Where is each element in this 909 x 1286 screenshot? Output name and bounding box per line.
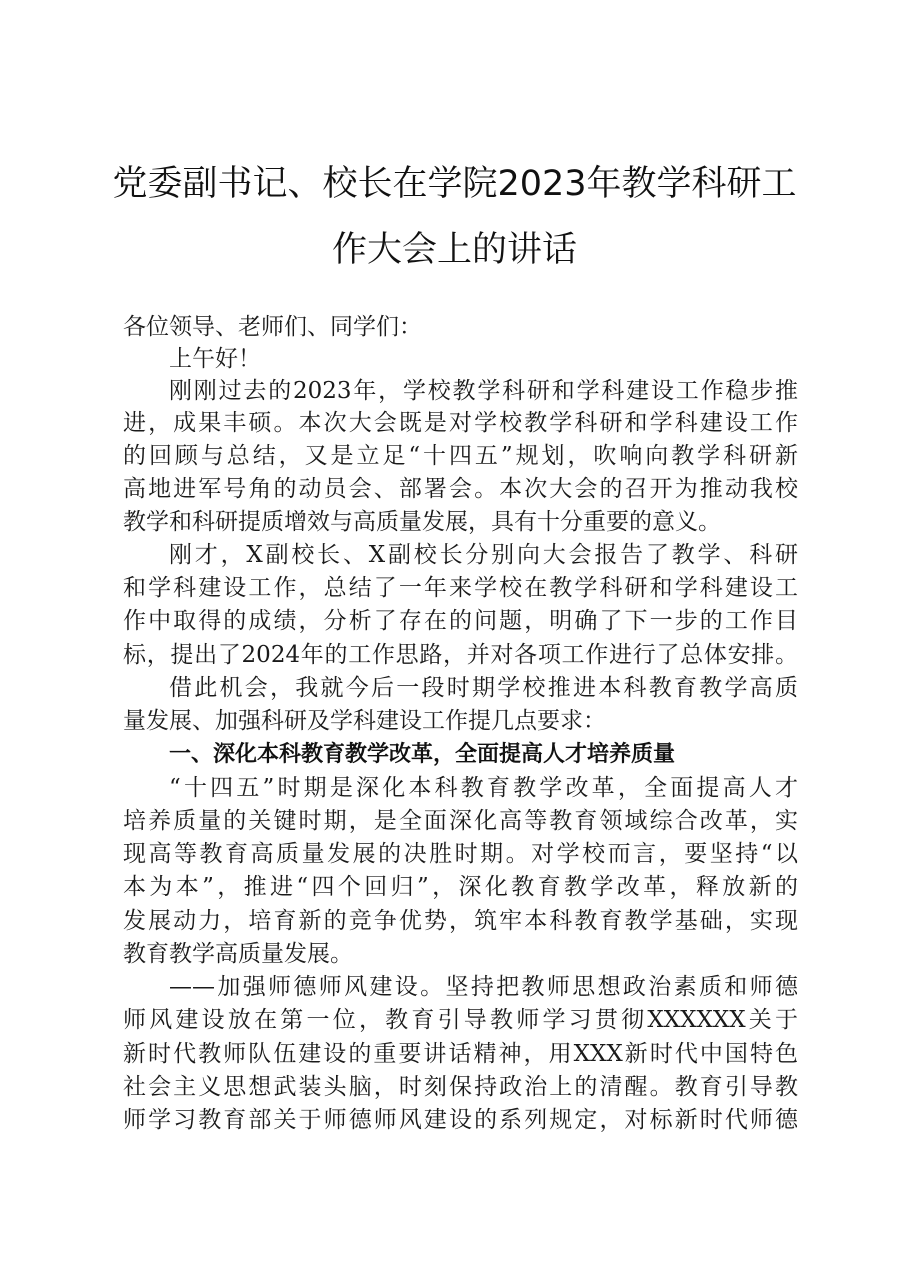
body-line: 发展动力，培育新的竞争优势，筑牢本科教育教学基础，实现 <box>123 908 798 934</box>
salutation: 各位领导、老师们、同学们： <box>123 314 422 340</box>
body-line: 新时代教师队伍建设的重要讲话精神，用XXX新时代中国特色 <box>123 1041 798 1067</box>
body-line: 本为本”，推进“四个回归”，深化教育教学改革，释放新的 <box>123 874 798 900</box>
body-line: 教育教学高质量发展。 <box>123 941 353 967</box>
body-line: 高地进军号角的动员会、部署会。本次大会的召开为推动我校 <box>123 476 798 502</box>
document-title-line-2: 作大会上的讲话 <box>331 230 577 270</box>
body-line: 的回顾与总结，又是立足“十四五”规划，吹响向教学科研新 <box>123 443 798 469</box>
greeting: 上午好！ <box>169 346 261 372</box>
document-title-line-1: 党委副书记、校长在学院2023年教学科研工 <box>112 164 797 204</box>
body-line: ——加强师德师风建设。坚持把教师思想政治素质和师德 <box>169 974 798 1000</box>
body-line: 社会主义思想武装头脑，时刻保持政治上的清醒。教育引导教 <box>123 1074 798 1100</box>
body-line: 进，成果丰硕。本次大会既是对学校教学科研和学科建设工作 <box>123 410 798 436</box>
section-heading: 一、深化本科教育教学改革，全面提高人才培养质量 <box>169 742 676 767</box>
body-line: 和学科建设工作，总结了一年来学校在教学科研和学科建设工 <box>123 575 798 601</box>
body-line: 师风建设放在第一位，教育引导教师学习贯彻XXXXXX关于 <box>123 1007 798 1033</box>
body-line: 刚才，X副校长、X副校长分别向大会报告了教学、科研 <box>169 542 798 568</box>
body-line: 师学习教育部关于师德师风建设的系列规定，对标新时代师德 <box>123 1107 798 1133</box>
body-line: 现高等教育高质量发展的决胜时期。对学校而言，要坚持“以 <box>123 841 798 867</box>
body-line: “十四五”时期是深化本科教育教学改革，全面提高人才 <box>169 775 798 801</box>
body-line: 作中取得的成绩，分析了存在的问题，明确了下一步的工作目 <box>123 608 798 634</box>
body-line: 标，提出了2024年的工作思路，并对各项工作进行了总体安排。 <box>123 642 798 668</box>
body-line: 教学和科研提质增效与高质量发展，具有十分重要的意义。 <box>123 509 721 535</box>
body-line: 量发展、加强科研及学科建设工作提几点要求： <box>123 708 606 734</box>
body-line: 刚刚过去的2023年，学校教学科研和学科建设工作稳步推 <box>169 378 798 404</box>
body-line: 借此机会，我就今后一段时期学校推进本科教育教学高质 <box>169 675 798 701</box>
body-line: 培养质量的关键时期，是全面深化高等教育领域综合改革，实 <box>123 808 798 834</box>
